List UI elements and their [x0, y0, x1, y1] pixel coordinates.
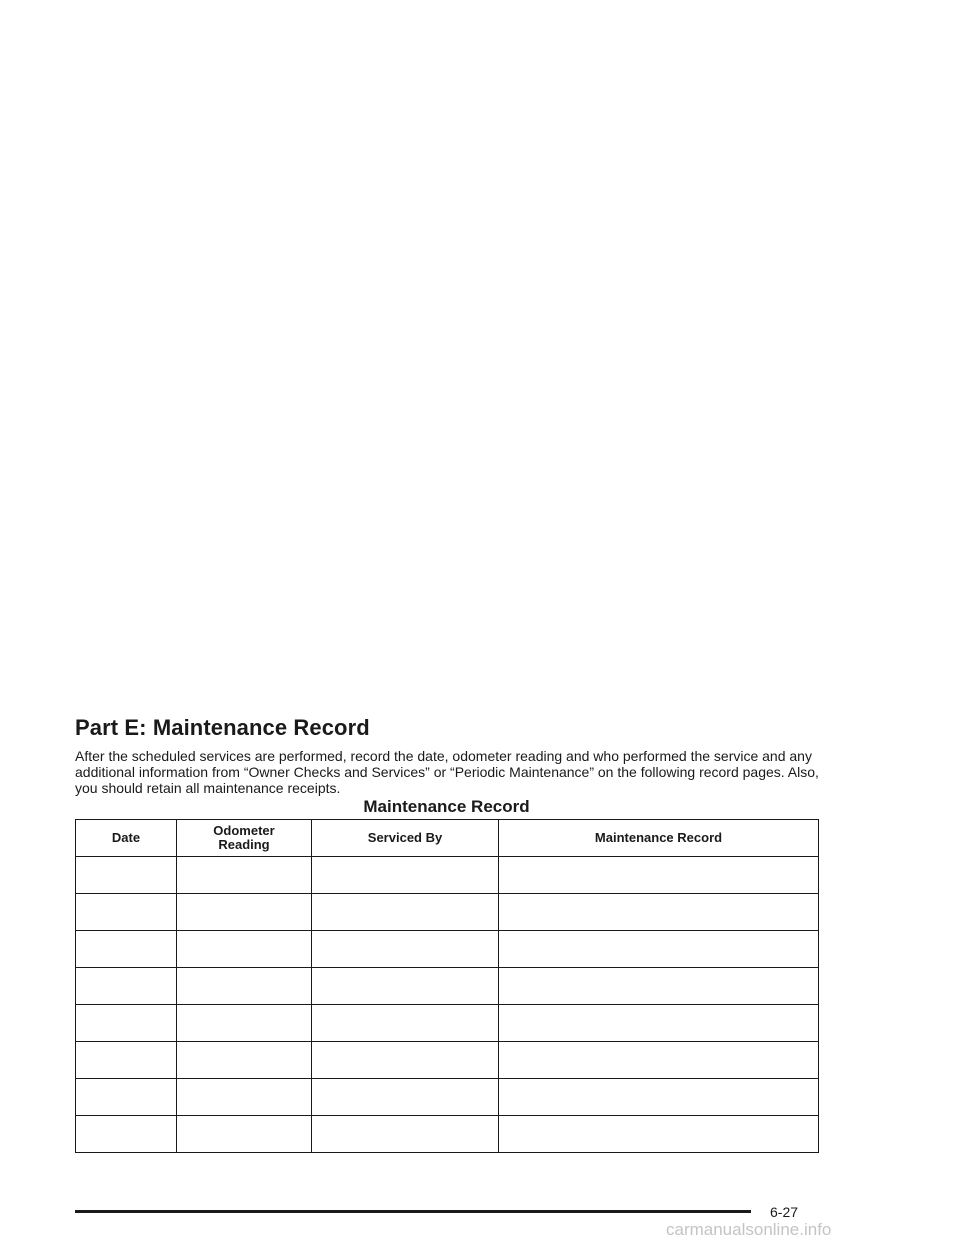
table-cell	[312, 1042, 499, 1079]
table-cell	[76, 1042, 177, 1079]
table-cell	[76, 1005, 177, 1042]
table-row	[76, 1042, 819, 1079]
table-cell	[499, 1042, 819, 1079]
table-cell	[177, 1042, 312, 1079]
table-cell	[312, 1116, 499, 1153]
table-title: Maintenance Record	[363, 797, 530, 816]
table-header-row	[76, 820, 819, 857]
table-cell	[499, 931, 819, 968]
table-cell	[312, 857, 499, 894]
table-cell	[76, 857, 177, 894]
table-cell	[76, 1079, 177, 1116]
table-row	[76, 857, 819, 894]
page-number: 6-27	[770, 1204, 799, 1220]
table-cell	[312, 931, 499, 968]
table-body	[76, 857, 819, 1153]
table-row	[76, 1005, 819, 1042]
table-cell	[177, 931, 312, 968]
table-row	[76, 931, 819, 968]
header-serviced-by: Serviced By	[312, 820, 499, 857]
intro-paragraph: After the scheduled services are performed, record the date, odometer reading and who performed the service and any additional information from “Owner Checks and Services” or “Periodic Maintenance” on the following record pages. Also, you should retain all maintenance receipts.	[75, 748, 819, 796]
section-heading: Part E: Maintenance Record	[75, 715, 370, 740]
maintenance-record-table	[75, 819, 819, 1153]
table-row	[76, 968, 819, 1005]
header-maintenance-record: Maintenance Record	[499, 820, 819, 857]
table-cell	[499, 894, 819, 931]
table-cell	[312, 968, 499, 1005]
table-cell	[177, 857, 312, 894]
table-cell	[177, 1116, 312, 1153]
table-cell	[312, 1005, 499, 1042]
header-odometer-line1: Odometer	[213, 823, 275, 838]
table-cell	[76, 968, 177, 1005]
table-cell	[177, 894, 312, 931]
table-row	[76, 1079, 819, 1116]
header-odometer-reading	[177, 820, 312, 857]
table-cell	[499, 968, 819, 1005]
table-cell	[177, 968, 312, 1005]
table-cell	[177, 1005, 312, 1042]
table-cell	[312, 1079, 499, 1116]
table-row	[76, 894, 819, 931]
table-cell	[499, 1079, 819, 1116]
table-cell	[499, 1116, 819, 1153]
table-cell	[76, 931, 177, 968]
footer-rule	[75, 1210, 751, 1213]
table-cell	[177, 1079, 312, 1116]
table-cell	[499, 1005, 819, 1042]
header-date: Date	[76, 820, 177, 857]
watermark: carmanualsonline.info	[666, 1220, 832, 1239]
table-row	[76, 1116, 819, 1153]
table-cell	[76, 1116, 177, 1153]
header-odometer-line2: Reading	[218, 837, 270, 852]
table-cell	[499, 857, 819, 894]
table-cell	[312, 894, 499, 931]
table-cell	[76, 894, 177, 931]
